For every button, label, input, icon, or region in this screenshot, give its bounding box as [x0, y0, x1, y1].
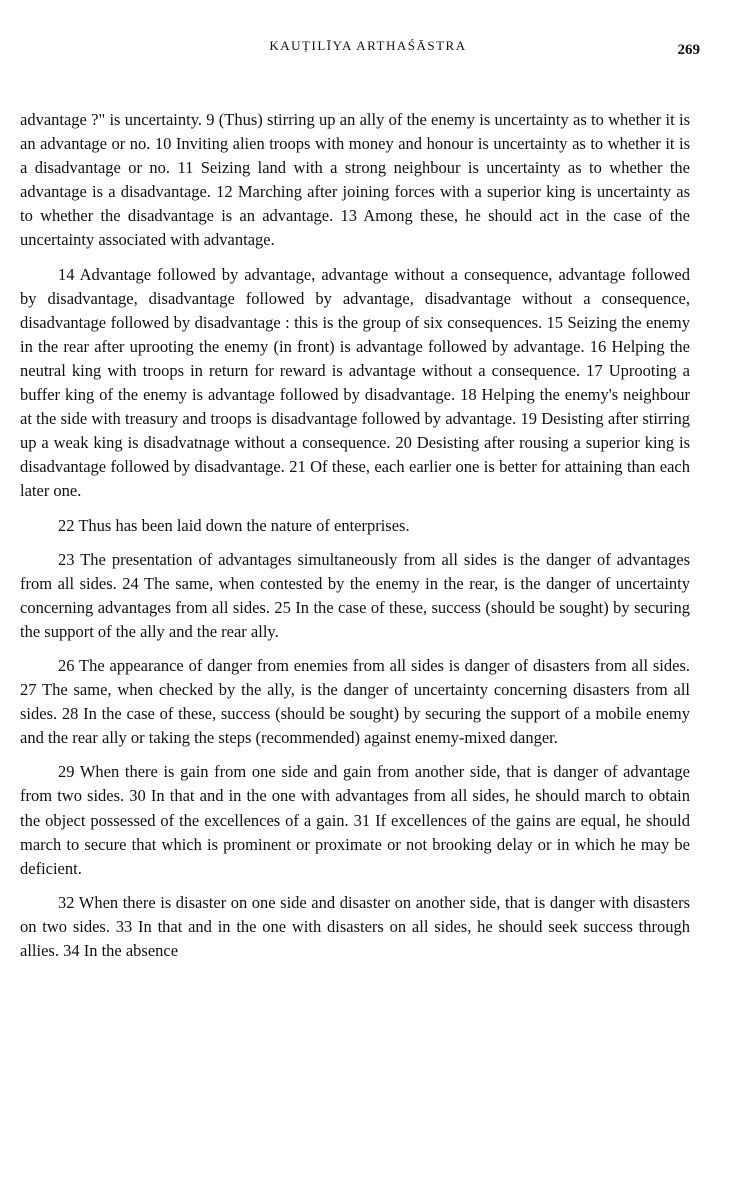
paragraph: 32 When there is disaster on one side and disaster on another side, that is danger with disasters on two sides. 33 In that and in the one with disasters on all sides, he should seek success through allies. 34 In the absence — [20, 892, 690, 960]
running-head — [0, 38, 736, 58]
paragraph: 22 Thus has been laid down the nature of enterprises. — [58, 515, 410, 535]
paragraph: advantage ?" is uncertainty. 9 (Thus) stirring up an ally of the enemy is uncertainty as to whether it is an advantage or no. 10 Inviting alien troops with money and honour is uncertainty as to whether it is a disadvantage or no. 11 Seizing land with a strong neighbour is uncertainty as to whether the advantage is a disadvantage. 12 Marching after joining forces with a superior king is uncertainty as to whether the disadvantage is an advantage. 13 Among these, he should act in the case of the uncertainty associated with advantage. — [20, 110, 690, 250]
page-number: 269 — [677, 42, 700, 58]
paragraph: 29 When there is gain from one side and gain from another side, that is danger of advantage from two sides. 30 In that and in the one with advantages from all sides, he should march to obtain the object possessed of the excellences of a gain. 31 If excellences of the gains are equal, he should march to secure that which is prominent or proximate or not brooking delay or in which he may be deficient. — [20, 762, 690, 878]
paragraph: 14 Advantage followed by advantage, advantage without a consequence, advantage followed by disadvantage, disadvantage followed by advantage, disadvantage without a consequence, disadvantage followed by disadvantage : this is the group of six consequences. 15 Seizing the enemy in the rear after uprooting the enemy (in front) is advantage followed by advantage. 16 Helping the neutral king with troops in return for reward is advantage without a consequence. 17 Uprooting a buffer king of the enemy is advantage followed by disadvantage. 18 Helping the enemy's neighbour at the side with treasury and troops is disadvantage followed by advantage. 19 Desisting after stirring up a weak king is disadvatnage without a consequence. 20 Desisting after rousing a superior king is disadvantage followed by disadvantage. 21 Of these, each earlier one is better for attaining than each later one. — [20, 264, 690, 501]
paragraph: 23 The presentation of advantages simultaneously from all sides is the danger of advantages from all sides. 24 The same, when contested by the enemy in the rear, is the danger of uncertainty concerning advantages from all sides. 25 In the case of these, success (should be sought) by securing the support of the ally and the rear ally. — [20, 549, 690, 641]
paragraph: 26 The appearance of danger from enemies from all sides is danger of disasters from all sides. 27 The same, when checked by the ally, is the danger of uncertainty concerning disasters from all sides. 28 In the case of these, success (should be sought) by securing the support of a mobile enemy and the rear ally or taking the steps (recommended) against enemy-mixed danger. — [20, 655, 690, 748]
running-title: KAUṬILĪYA ARTHAŚĀSTRA — [269, 38, 467, 53]
body-text — [20, 108, 690, 963]
